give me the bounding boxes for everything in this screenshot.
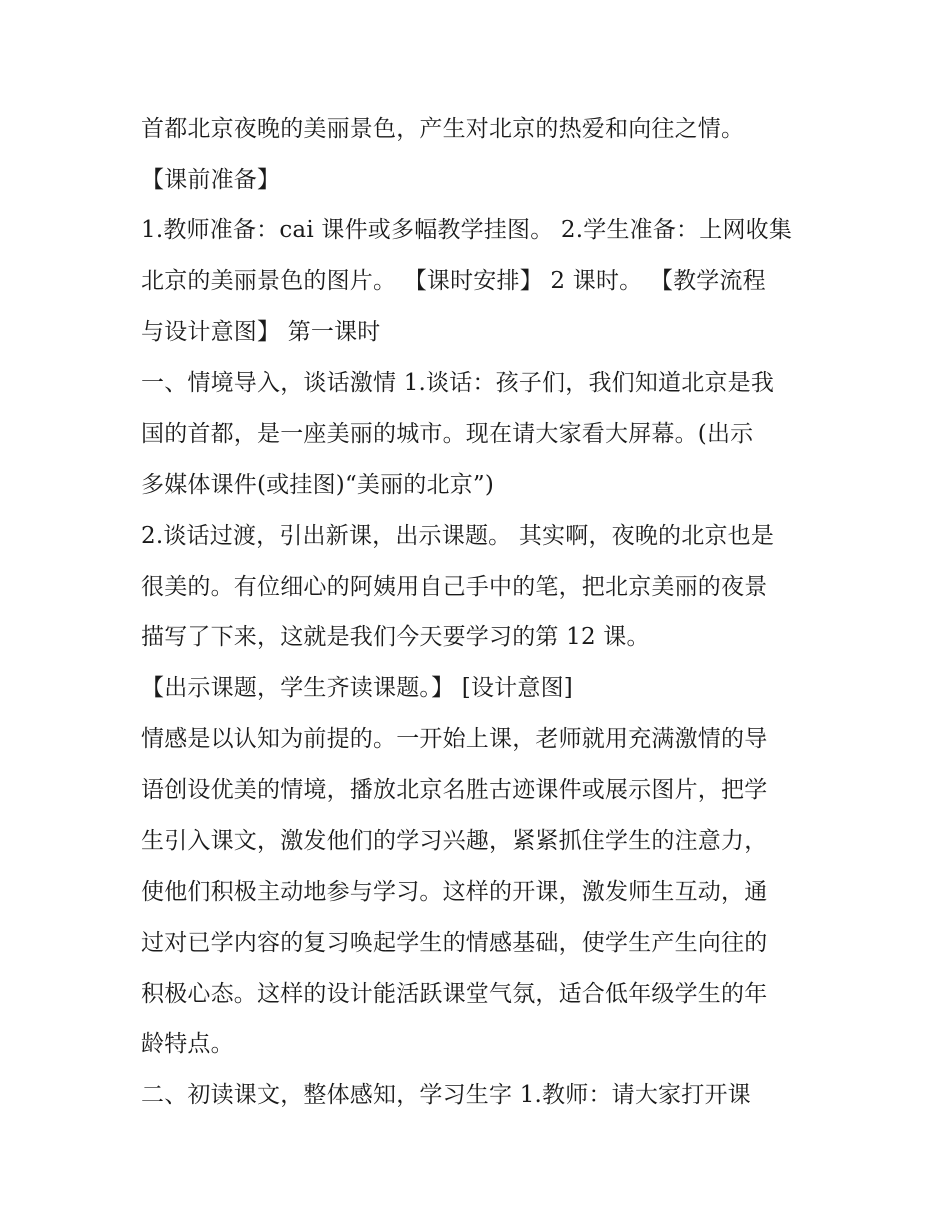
text-line: 2.谈话过渡，引出新课，出示课题。 其实啊，夜晚的北京也是 [141, 523, 775, 549]
text-line: 描写了下来，这就是我们今天要学习的第 12 课。 [141, 624, 650, 650]
text-line: 【出示课题，学生齐读课题。】 [设计意图] [141, 675, 573, 701]
text-line: 二、初读课文，整体感知，学习生字 1.教师：请大家打开课 [141, 1082, 751, 1108]
text-line: 情感是以认知为前提的。一开始上课，老师就用充满激情的导 [141, 726, 768, 752]
text-line: 国的首都，是一座美丽的城市。现在请大家看大屏幕。(出示 [141, 421, 754, 447]
text-line: 首都北京夜晚的美丽景色，产生对北京的热爱和向往之情。 [141, 116, 745, 142]
text-line: 积极心态。这样的设计能活跃课堂气氛，适合低年级学生的年 [141, 981, 768, 1007]
text-line: 1.教师准备：cai 课件或多幅教学挂图。 2.学生准备：上网收集 [141, 217, 793, 243]
section-heading: 【课前准备】 [141, 167, 281, 193]
text-line: 与设计意图】 第一课时 [141, 319, 381, 345]
text-line: 语创设优美的情境，播放北京名胜古迹课件或展示图片，把学 [141, 777, 768, 803]
text-line: 龄特点。 [141, 1031, 234, 1057]
text-line: 很美的。有位细心的阿姨用自己手中的笔，把北京美丽的夜景 [141, 574, 768, 600]
text-line: 一、情境导入，谈话激情 1.谈话：孩子们，我们知道北京是我 [141, 370, 775, 396]
text-line: 多媒体课件(或挂图)“美丽的北京”) [141, 472, 495, 498]
text-line: 过对已学内容的复习唤起学生的情感基础，使学生产生向往的 [141, 930, 768, 956]
text-line: 北京的美丽景色的图片。 【课时安排】 2 课时。 【教学流程 [141, 268, 766, 294]
text-line: 使他们积极主动地参与学习。这样的开课，激发师生互动，通 [141, 879, 768, 905]
text-line: 生引入课文，激发他们的学习兴趣，紧紧抓住学生的注意力， [141, 828, 768, 854]
